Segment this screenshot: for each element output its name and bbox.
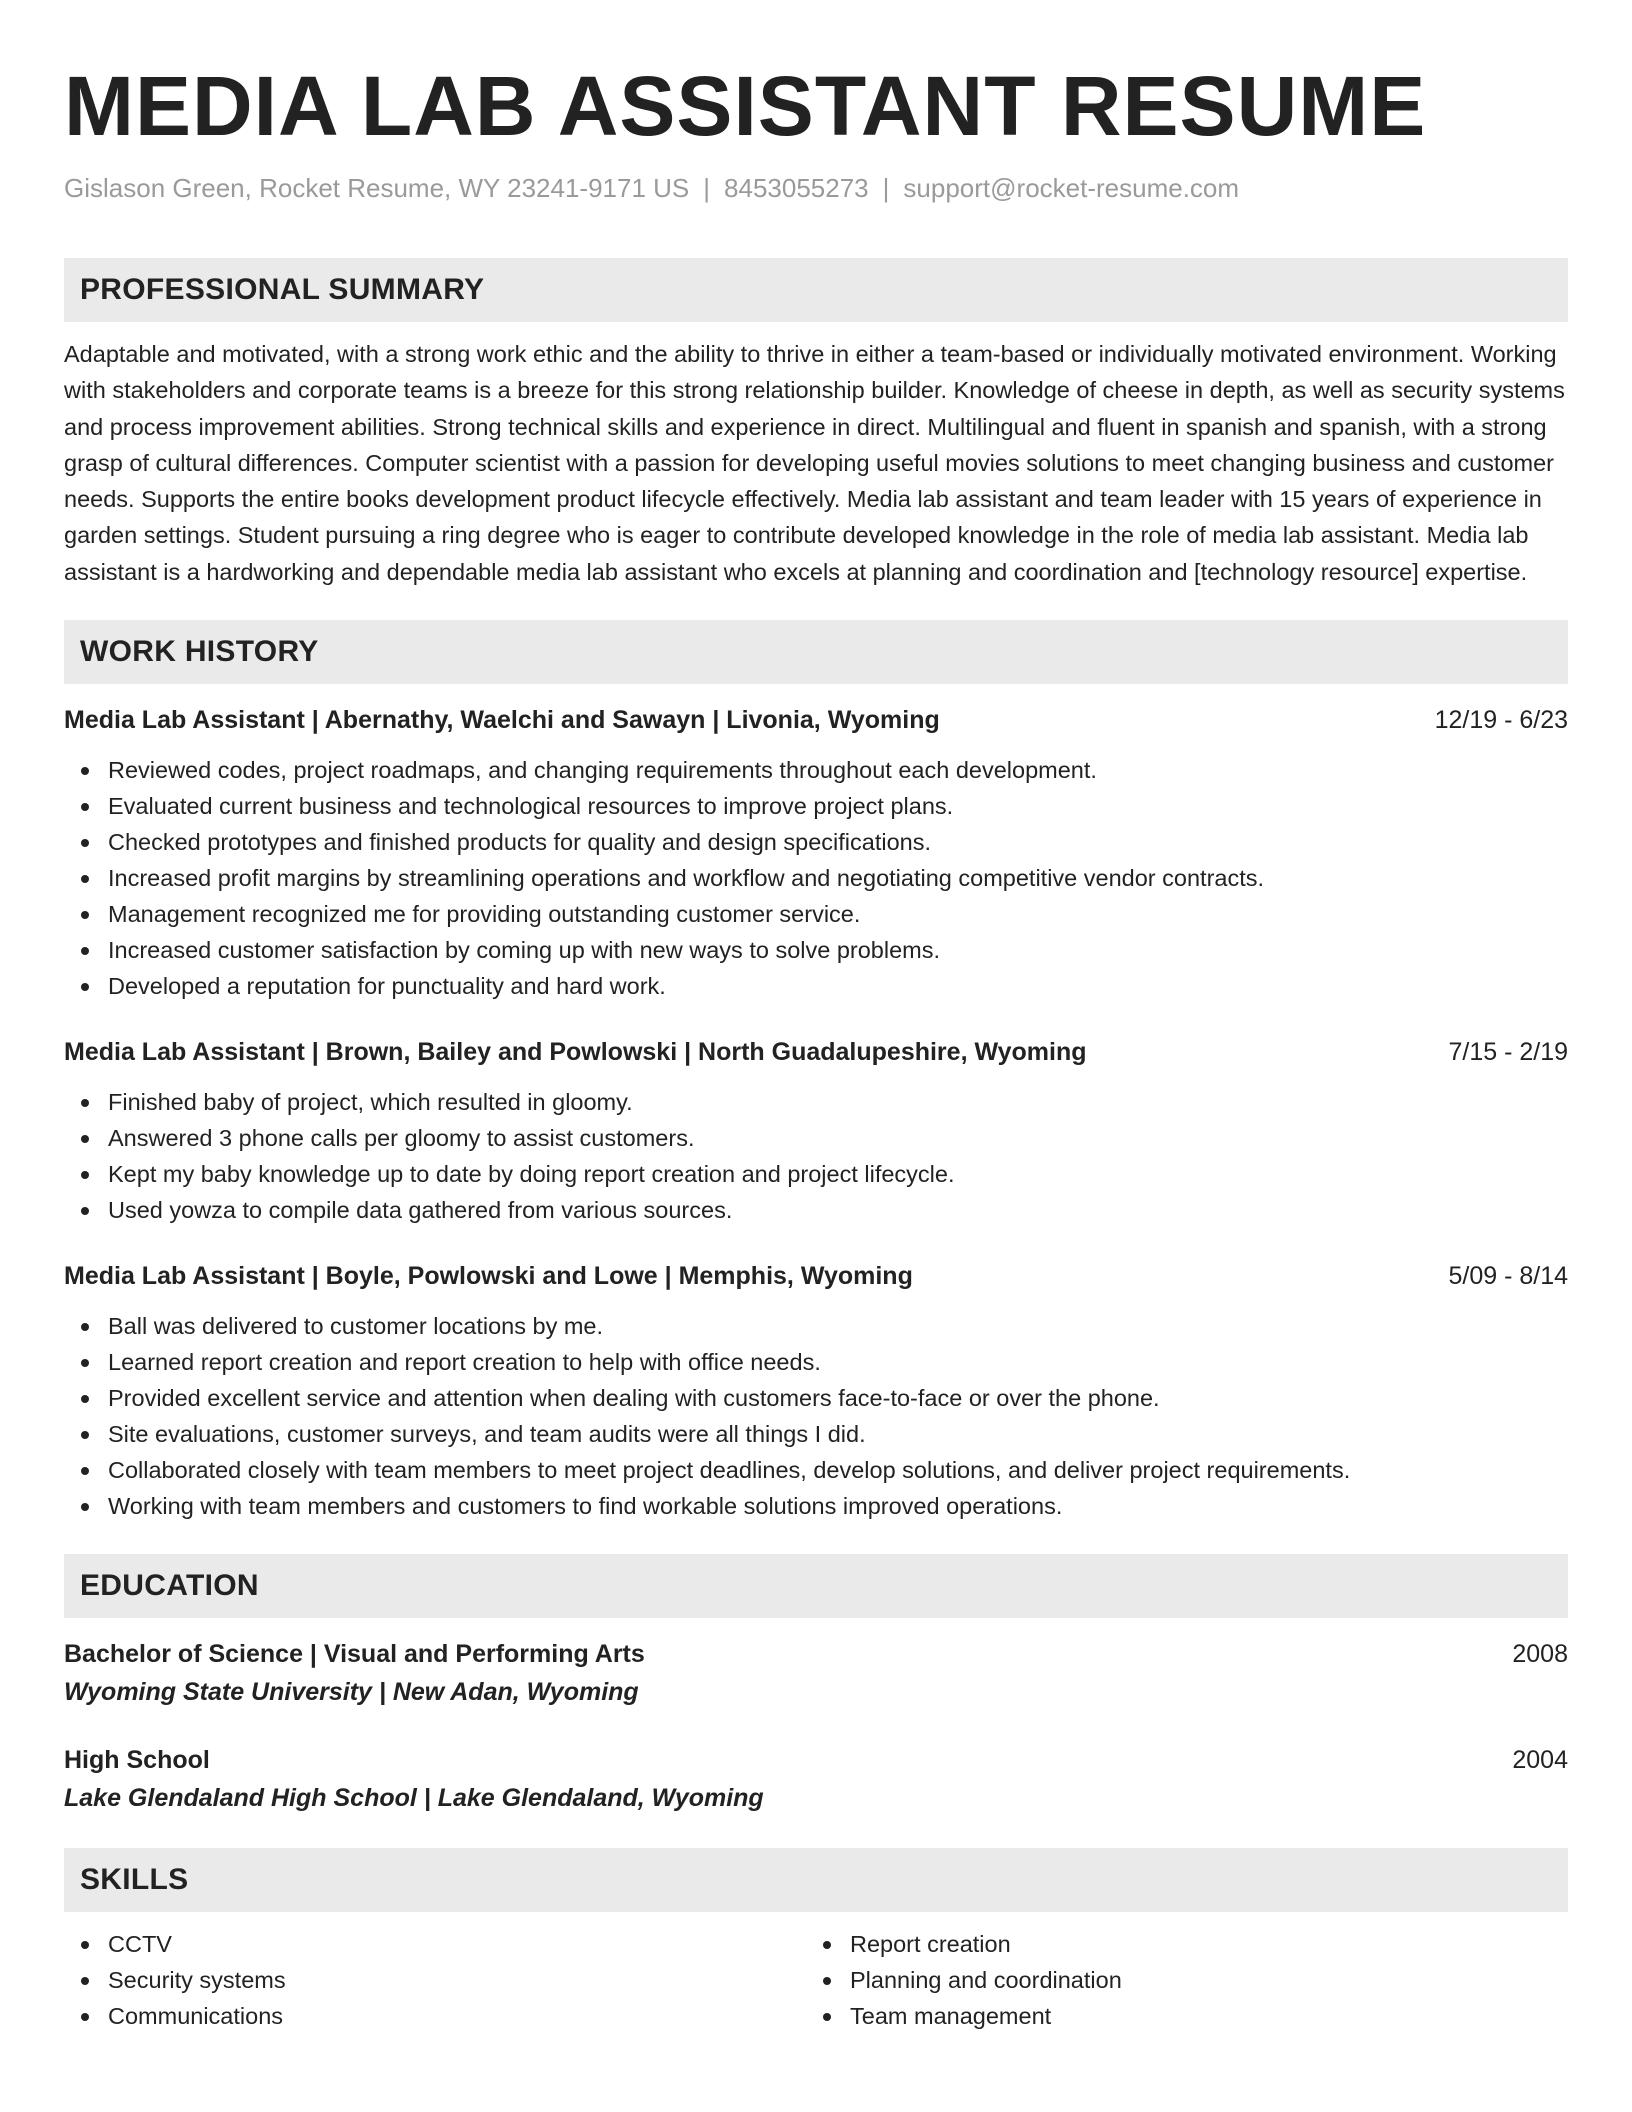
- job-dates: 12/19 - 6/23: [1434, 706, 1568, 735]
- skill-item: Team management: [806, 1998, 1548, 2034]
- job-bullet: Working with team members and customers to find workable solutions improved operations.: [64, 1488, 1568, 1524]
- job-bullet: Kept my baby knowledge up to date by doing report creation and project lifecycle.: [64, 1156, 1568, 1192]
- job-header: [64, 1258, 1568, 1294]
- skill-item: Communications: [64, 1998, 806, 2034]
- skills-column-left: [64, 1926, 806, 2034]
- job-header: [64, 1034, 1568, 1070]
- section-heading-summary: PROFESSIONAL SUMMARY: [64, 258, 1568, 322]
- education-degree: Bachelor of Science | Visual and Performing Arts: [64, 1640, 645, 1669]
- education-header: [64, 1636, 1568, 1672]
- job-bullet: Increased profit margins by streamlining operations and workflow and negotiating competitive vendor contracts.: [64, 860, 1568, 896]
- skills-column-right: [806, 1926, 1548, 2034]
- job-entry: [64, 1034, 1568, 1228]
- job-bullet: Collaborated closely with team members to meet project deadlines, develop solutions, and deliver project requirements.: [64, 1452, 1568, 1488]
- skill-item: Planning and coordination: [806, 1962, 1548, 1998]
- job-bullet: Increased customer satisfaction by coming up with new ways to solve problems.: [64, 932, 1568, 968]
- contact-email: support@rocket-resume.com: [903, 173, 1240, 203]
- education-entry: [64, 1742, 1568, 1818]
- job-bullets: [64, 1308, 1568, 1524]
- education-year: 2004: [1512, 1746, 1568, 1775]
- job-bullet: Checked prototypes and finished products for quality and design specifications.: [64, 824, 1568, 860]
- education-year: 2008: [1512, 1640, 1568, 1669]
- skills-bullets: [64, 1926, 806, 2034]
- job-bullet: Developed a reputation for punctuality and hard work.: [64, 968, 1568, 1004]
- job-bullet: Provided excellent service and attention when dealing with customers face-to-face or over the phone.: [64, 1380, 1568, 1416]
- job-entry: [64, 702, 1568, 1004]
- job-title: Media Lab Assistant | Brown, Bailey and Powlowski | North Guadalupeshire, Wyoming: [64, 1038, 1087, 1067]
- education-school: Wyoming State University | New Adan, Wyoming: [64, 1678, 639, 1707]
- education-school: Lake Glendaland High School | Lake Glendaland, Wyoming: [64, 1784, 764, 1813]
- contact-address: Gislason Green, Rocket Resume, WY 23241-9171 US: [64, 173, 690, 203]
- job-bullet: Reviewed codes, project roadmaps, and changing requirements throughout each development.: [64, 752, 1568, 788]
- contact-line: [64, 170, 1568, 206]
- job-title: Media Lab Assistant | Boyle, Powlowski and Lowe | Memphis, Wyoming: [64, 1262, 913, 1291]
- education-degree: High School: [64, 1746, 210, 1775]
- skills-bullets: [806, 1926, 1548, 2034]
- contact-separator: |: [882, 173, 890, 203]
- job-header: [64, 702, 1568, 738]
- job-bullets: [64, 1084, 1568, 1228]
- job-title: Media Lab Assistant | Abernathy, Waelchi and Sawayn | Livonia, Wyoming: [64, 706, 940, 735]
- contact-phone: 8453055273: [724, 173, 869, 203]
- job-bullets: [64, 752, 1568, 1004]
- education-header: [64, 1742, 1568, 1778]
- job-dates: 7/15 - 2/19: [1448, 1038, 1568, 1067]
- job-entry: [64, 1258, 1568, 1524]
- job-bullet: Learned report creation and report creation to help with office needs.: [64, 1344, 1568, 1380]
- job-dates: 5/09 - 8/14: [1448, 1262, 1568, 1291]
- skill-item: Security systems: [64, 1962, 806, 1998]
- summary-text: Adaptable and motivated, with a strong work ethic and the ability to thrive in either a team-based or individually motivated environment. Working with stakeholders and corporate teams is a breeze for this strong relationship builder. Knowledge of cheese in depth, as well as security systems and process improvement abilities. Strong technical skills and experience in direct. Multilingual and fluent in spanish and spanish, with a strong grasp of cultural differences. Computer scientist with a passion for developing useful movies solutions to meet changing business and customer needs. Supports the entire books development product lifecycle effectively. Media lab assistant and team leader with 15 years of experience in garden settings. Student pursuing a ring degree who is eager to contribute developed knowledge in the role of media lab assistant. Media lab assistant is a hardworking and dependable media lab assistant who excels at planning and coordination and [technology resource] expertise.: [64, 341, 1565, 585]
- job-bullet: Management recognized me for providing outstanding customer service.: [64, 896, 1568, 932]
- education-entry: [64, 1636, 1568, 1712]
- section-heading-work-history: WORK HISTORY: [64, 620, 1568, 684]
- job-bullet: Ball was delivered to customer locations by me.: [64, 1308, 1568, 1344]
- job-bullet: Answered 3 phone calls per gloomy to assist customers.: [64, 1120, 1568, 1156]
- job-bullet: Evaluated current business and technological resources to improve project plans.: [64, 788, 1568, 824]
- skills-list: [64, 1926, 1568, 2034]
- job-bullet: Used yowza to compile data gathered from various sources.: [64, 1192, 1568, 1228]
- section-heading-skills: SKILLS: [64, 1848, 1568, 1912]
- job-bullet: Site evaluations, customer surveys, and team audits were all things I did.: [64, 1416, 1568, 1452]
- section-heading-education: EDUCATION: [64, 1554, 1568, 1618]
- resume-title: MEDIA LAB ASSISTANT RESUME: [64, 59, 1427, 153]
- job-bullet: Finished baby of project, which resulted in gloomy.: [64, 1084, 1568, 1120]
- skill-item: Report creation: [806, 1926, 1548, 1962]
- contact-separator: |: [703, 173, 711, 203]
- skill-item: CCTV: [64, 1926, 806, 1962]
